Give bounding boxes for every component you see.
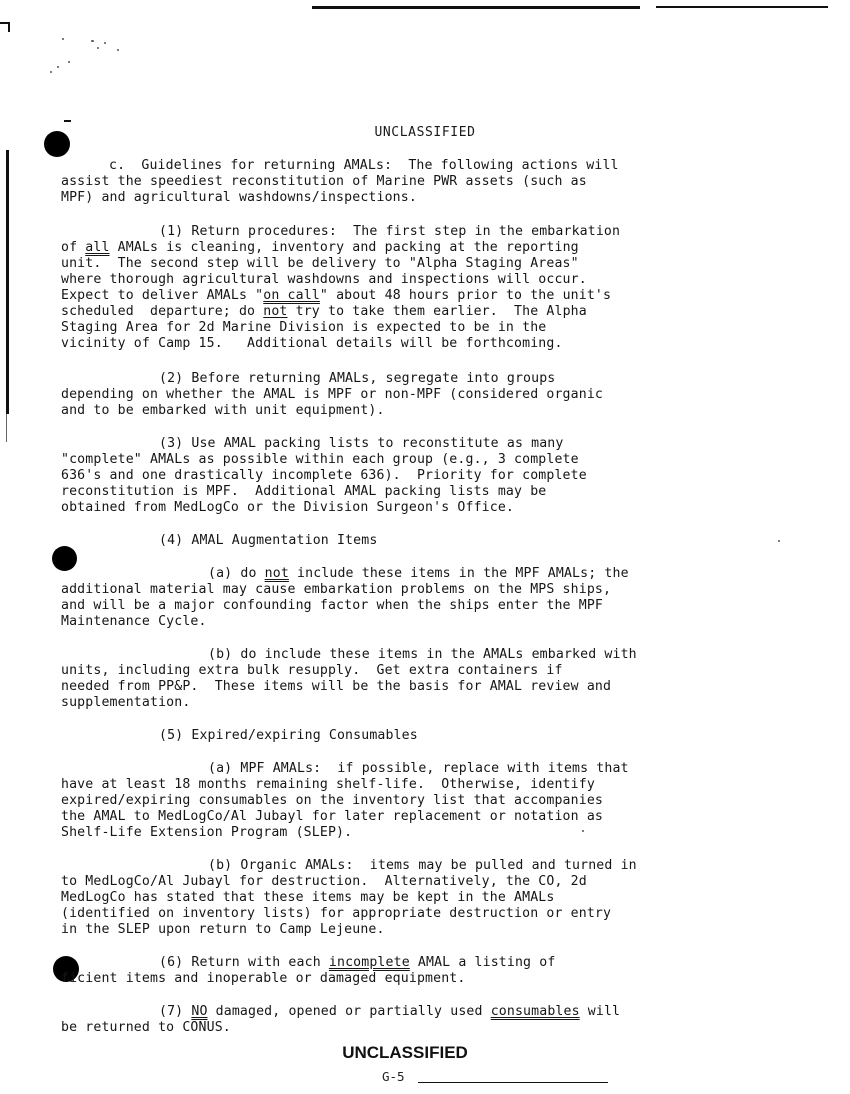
- body-line: ficient items and inoperable or damaged equipment.: [61, 971, 466, 986]
- footer-classification: UNCLASSIFIED: [342, 1043, 468, 1062]
- body-line: [208, 566, 629, 582]
- body-line: in the SLEP upon return to Camp Lejeune.: [61, 922, 385, 937]
- body-line: (1) Return procedures: The first step in the embarkation: [159, 224, 621, 239]
- body-line: MedLogCo has stated that these items may be kept in the AMALs: [61, 890, 555, 905]
- body-line: (a) MPF AMALs: if possible, replace with items that: [208, 761, 629, 776]
- speck: [57, 66, 59, 68]
- underlined-text: not: [264, 566, 289, 581]
- body-line: MPF) and agricultural washdowns/inspections.: [61, 190, 417, 205]
- line-segment: damaged, opened or partially used: [207, 1004, 491, 1019]
- speck: [117, 49, 119, 51]
- underlined-text: not: [263, 304, 288, 319]
- line-segment: of: [61, 240, 86, 255]
- body-line: Maintenance Cycle.: [61, 614, 207, 629]
- line-segment: (a) do: [208, 566, 265, 581]
- body-line: have at least 18 months remaining shelf-life. Otherwise, identify: [61, 777, 595, 792]
- body-line: supplementation.: [61, 695, 191, 710]
- revision-bar: [6, 150, 9, 414]
- line-segment: Expect to deliver AMALs ": [61, 288, 264, 303]
- line-segment: scheduled departure; do: [61, 304, 264, 319]
- body-line: [61, 304, 587, 320]
- line-segment: (6) Return with each: [159, 955, 329, 970]
- corner-mark-v: [8, 22, 10, 32]
- line-segment: try to take them earlier. The Alpha: [287, 304, 587, 319]
- body-line: (5) Expired/expiring Consumables: [159, 728, 418, 743]
- hole-punch-dash: [64, 120, 71, 122]
- body-line: (b) do include these items in the AMALs embarked with: [208, 647, 637, 662]
- body-line: c. Guidelines for returning AMALs: The following actions will: [109, 158, 619, 173]
- body-line: the AMAL to MedLogCo/Al Jubayl for later replacement or notation as: [61, 809, 603, 824]
- speck: [62, 38, 64, 40]
- body-line: (3) Use AMAL packing lists to reconstitute as many: [159, 436, 564, 451]
- speck: [91, 40, 94, 42]
- line-segment: will: [579, 1004, 621, 1019]
- speck: [97, 47, 99, 49]
- body-line: [61, 288, 611, 304]
- speck: [50, 71, 52, 73]
- top-scan-rule-left: [312, 6, 640, 9]
- body-line: Shelf-Life Extension Program (SLEP).: [61, 825, 353, 840]
- speck: [68, 61, 70, 63]
- body-line: additional material may cause embarkation problems on the MPS ships,: [61, 582, 612, 597]
- line-segment: AMAL a listing of: [409, 955, 556, 970]
- line-segment: " about 48 hours prior to the unit's: [319, 288, 612, 303]
- body-line: 636's and one drastically incomplete 636). Priority for complete: [61, 468, 587, 483]
- body-line: reconstitution is MPF. Additional AMAL packing lists may be: [61, 484, 547, 499]
- body-line: [61, 240, 579, 256]
- hole-punch-middle: [52, 546, 77, 571]
- speck: [582, 830, 584, 832]
- top-scan-rule-right: [656, 6, 828, 8]
- page-number: G-5: [382, 1069, 405, 1084]
- header-classification: UNCLASSIFIED: [374, 125, 476, 140]
- underlined-text: consumables: [490, 1004, 580, 1019]
- body-line: expired/expiring consumables on the inventory list that accompanies: [61, 793, 603, 808]
- underlined-text: NO: [191, 1004, 208, 1019]
- body-line: needed from PP&P. These items will be the basis for AMAL review and: [61, 679, 612, 694]
- body-line: [159, 1004, 620, 1020]
- body-line: where thorough agricultural washdowns and inspections will occur.: [61, 272, 587, 287]
- body-line: Staging Area for 2d Marine Division is expected to be in the: [61, 320, 547, 335]
- body-line: [159, 955, 555, 971]
- body-line: assist the speediest reconstitution of Marine PWR assets (such as: [61, 174, 587, 189]
- revision-bar-tail: [6, 414, 7, 442]
- body-line: and to be embarked with unit equipment).: [61, 403, 385, 418]
- body-line: (2) Before returning AMALs, segregate into groups: [159, 371, 556, 386]
- underlined-text: on call: [263, 288, 320, 303]
- body-line: (b) Organic AMALs: items may be pulled and turned in: [208, 858, 637, 873]
- body-line: obtained from MedLogCo or the Division Surgeon's Office.: [61, 500, 515, 515]
- body-line: and will be a major confounding factor when the ships enter the MPF: [61, 598, 603, 613]
- body-line: depending on whether the AMAL is MPF or non-MPF (considered organic: [61, 387, 603, 402]
- body-line: to MedLogCo/Al Jubayl for destruction. Alternatively, the CO, 2d: [61, 874, 587, 889]
- underlined-text: incomplete: [328, 955, 410, 970]
- body-line: "complete" AMALs as possible within each group (e.g., 3 complete: [61, 452, 579, 467]
- line-segment: include these items in the MPF AMALs; the: [288, 566, 629, 581]
- line-segment: AMALs is cleaning, inventory and packing at the reporting: [109, 240, 579, 255]
- speck: [778, 540, 780, 542]
- body-line: units, including extra bulk resupply. Get extra containers if: [61, 663, 563, 678]
- body-line: vicinity of Camp 15. Additional details will be forthcoming.: [61, 336, 563, 351]
- body-line: unit. The second step will be delivery to "Alpha Staging Areas": [61, 256, 579, 271]
- body-line: be returned to CONUS.: [61, 1020, 231, 1035]
- body-line: (identified on inventory lists) for appropriate destruction or entry: [61, 906, 612, 921]
- underlined-text: all: [85, 240, 110, 255]
- speck: [104, 42, 106, 44]
- page-number-rule: [418, 1082, 608, 1083]
- line-segment: (7): [159, 1004, 192, 1019]
- body-line: (4) AMAL Augmentation Items: [159, 533, 378, 548]
